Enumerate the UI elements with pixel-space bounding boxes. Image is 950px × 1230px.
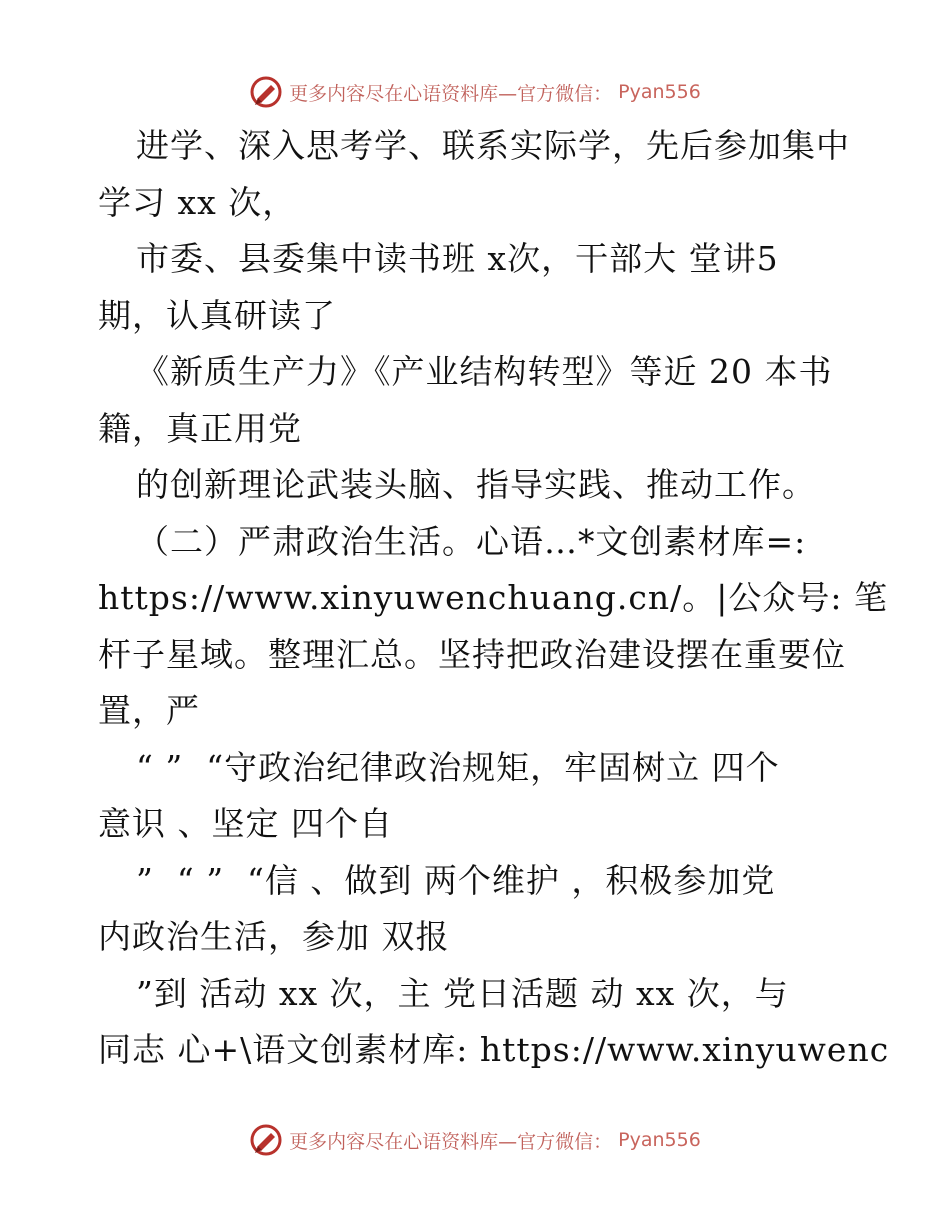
- text-line: 内政治生活，参加 双报: [98, 917, 450, 956]
- watermark-text: 更多内容尽在心语资料库—官方微信：: [289, 1130, 613, 1153]
- text-line: 置，严: [98, 691, 200, 730]
- pen-logo-icon: [249, 75, 283, 109]
- watermark-wechat-id: Pyan556: [618, 81, 701, 103]
- text-line: ”到 活动 xx 次，主 党日活题 动 xx 次，与: [136, 973, 789, 1013]
- text-line: 意识 、坚定 四个自: [98, 804, 393, 843]
- text-line: 期，认真研读了: [98, 295, 336, 335]
- text-line: 籍，真正用党: [98, 408, 302, 448]
- watermark-banner-top: [0, 72, 950, 112]
- document-body: [98, 118, 890, 1079]
- section-heading-line: （二）严肃政治生活。心语…*文创素材库=:: [136, 521, 807, 561]
- text-line: https://www.xinyuwenchuang.cn/。|公众号: 笔: [98, 578, 888, 617]
- text-line: “ ” “守政治纪律政治规矩，牢固树立 四个: [136, 747, 780, 787]
- watermark-wechat-id: Pyan556: [618, 1129, 701, 1151]
- watermark-banner-bottom: [0, 1120, 950, 1160]
- text-line: 的创新理论武装头脑、指导实践、推动工作。: [136, 465, 816, 504]
- text-line: 同志 心+\语文创素材库: https://www.xinyuwenc: [98, 1030, 890, 1069]
- pen-logo-icon: [249, 1123, 283, 1157]
- text-line: 《新质生产力》《产业结构转型》等近 20 本书: [136, 352, 833, 391]
- text-line: 市委、县委集中读书班 x次，干部大 堂讲5: [136, 239, 779, 278]
- text-line: ” “ ” “信 、做到 两个维护 ，积极参加党: [136, 860, 776, 900]
- text-line: 杆子星域。整理汇总。坚持把政治建设摆在重要位: [98, 634, 846, 674]
- text-line: 学习 xx 次，: [98, 182, 297, 222]
- text-line: 进学、深入思考学、联系实际学，先后参加集中: [136, 126, 850, 165]
- watermark-text: 更多内容尽在心语资料库—官方微信：: [289, 82, 613, 105]
